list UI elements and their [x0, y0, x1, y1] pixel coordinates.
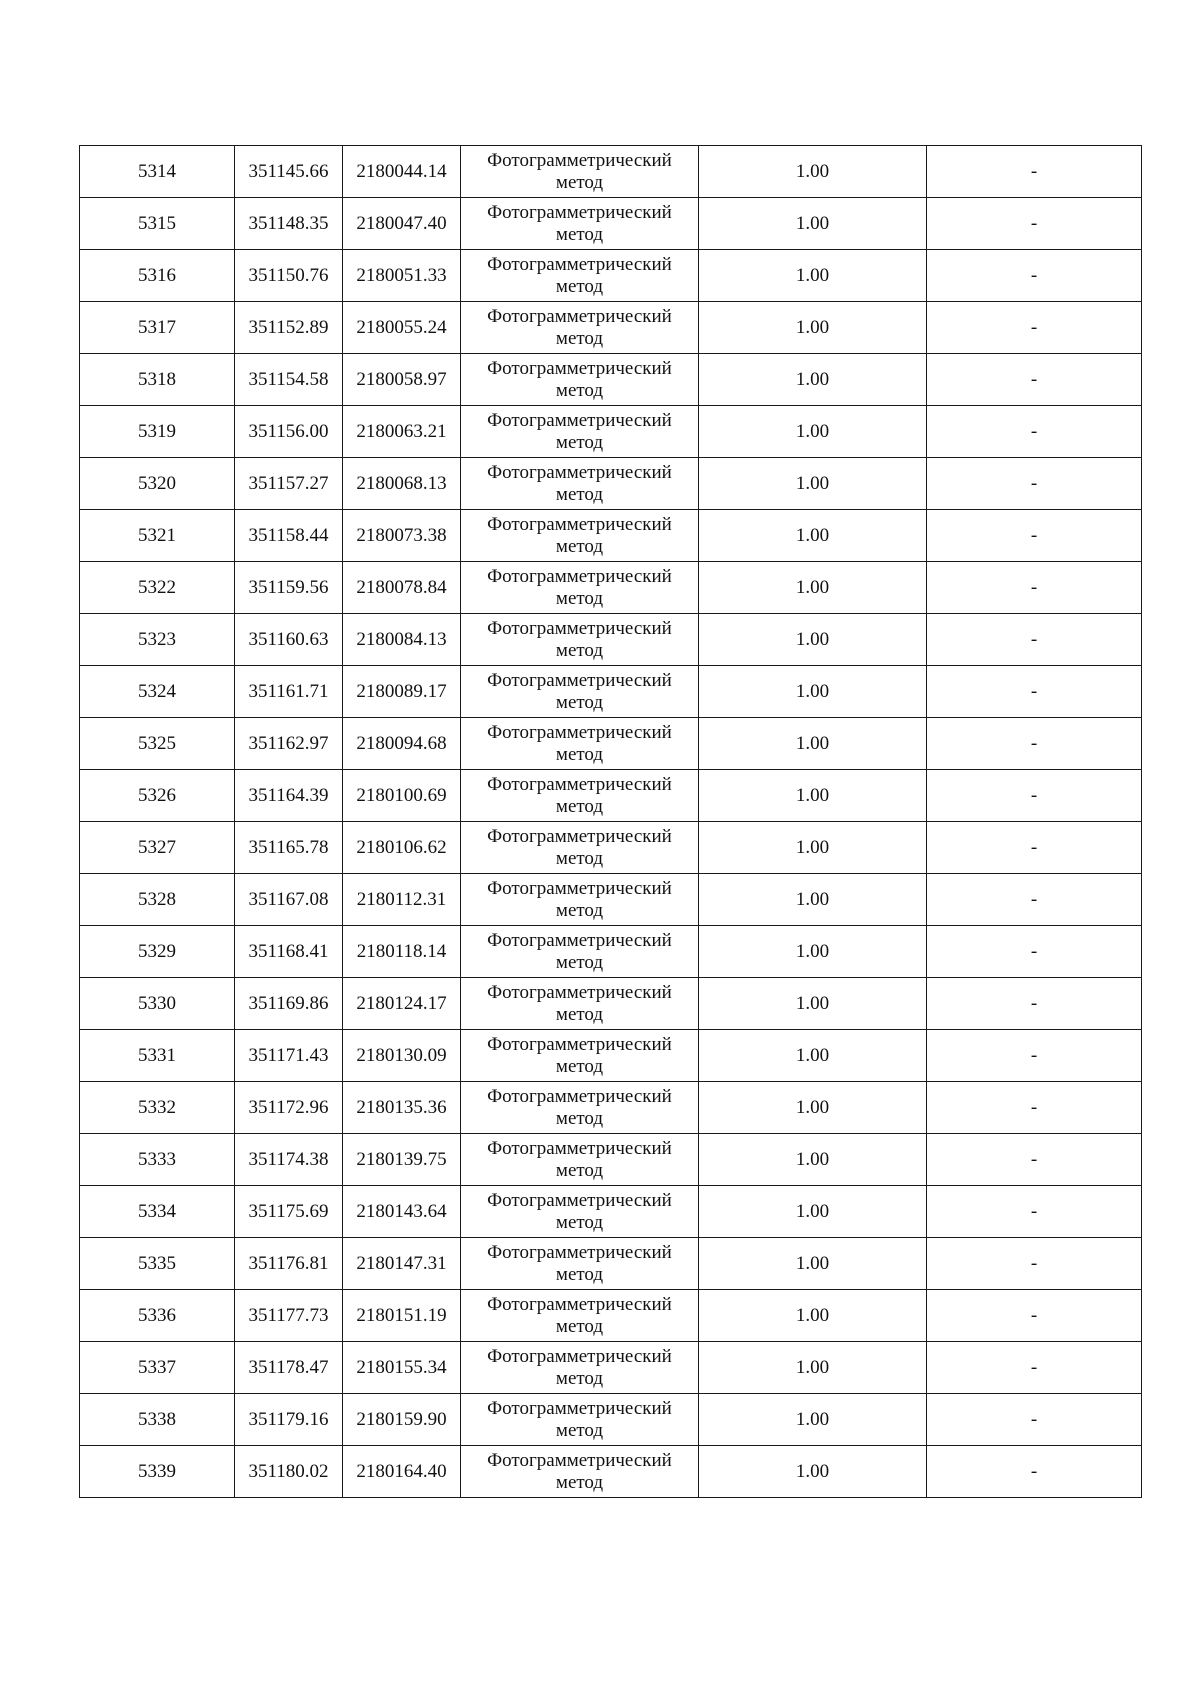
point-number-cell: 5321 [80, 510, 235, 562]
method-line-2: метод [555, 1367, 604, 1389]
point-number-cell: 5324 [80, 666, 235, 718]
note-cell: - [927, 198, 1142, 250]
method-line-1: Фотограмметрический [487, 253, 672, 275]
method-cell [461, 1186, 699, 1238]
x-coordinate-cell: 351145.66 [235, 146, 343, 198]
method-cell [461, 562, 699, 614]
point-number-cell: 5330 [80, 978, 235, 1030]
accuracy-cell: 1.00 [699, 1082, 927, 1134]
accuracy-cell: 1.00 [699, 1186, 927, 1238]
method-cell [461, 718, 699, 770]
method-line-1: Фотограмметрический [487, 1189, 672, 1211]
method-line-1: Фотограмметрический [487, 929, 672, 951]
y-coordinate-cell: 2180051.33 [343, 250, 461, 302]
y-coordinate-cell: 2180047.40 [343, 198, 461, 250]
table-row [80, 1342, 1142, 1394]
note-cell: - [927, 250, 1142, 302]
method-cell [461, 822, 699, 874]
accuracy-cell: 1.00 [699, 718, 927, 770]
method-line-2: метод [555, 795, 604, 817]
method-line-1: Фотограмметрический [487, 513, 672, 535]
method-line-2: метод [555, 743, 604, 765]
point-number-cell: 5323 [80, 614, 235, 666]
point-number-cell: 5320 [80, 458, 235, 510]
note-cell: - [927, 978, 1142, 1030]
accuracy-cell: 1.00 [699, 1238, 927, 1290]
method-line-2: метод [555, 431, 604, 453]
y-coordinate-cell: 2180084.13 [343, 614, 461, 666]
x-coordinate-cell: 351175.69 [235, 1186, 343, 1238]
method-line-2: метод [555, 1159, 604, 1181]
method-cell [461, 874, 699, 926]
method-cell [461, 1342, 699, 1394]
table-row [80, 770, 1142, 822]
method-line-2: метод [555, 847, 604, 869]
x-coordinate-cell: 351159.56 [235, 562, 343, 614]
y-coordinate-cell: 2180135.36 [343, 1082, 461, 1134]
accuracy-cell: 1.00 [699, 822, 927, 874]
accuracy-cell: 1.00 [699, 770, 927, 822]
x-coordinate-cell: 351169.86 [235, 978, 343, 1030]
x-coordinate-cell: 351167.08 [235, 874, 343, 926]
method-cell [461, 1082, 699, 1134]
method-line-2: метод [555, 1263, 604, 1285]
note-cell: - [927, 510, 1142, 562]
note-cell: - [927, 354, 1142, 406]
y-coordinate-cell: 2180159.90 [343, 1394, 461, 1446]
x-coordinate-cell: 351150.76 [235, 250, 343, 302]
x-coordinate-cell: 351168.41 [235, 926, 343, 978]
accuracy-cell: 1.00 [699, 302, 927, 354]
table-row [80, 250, 1142, 302]
table-row [80, 1238, 1142, 1290]
y-coordinate-cell: 2180044.14 [343, 146, 461, 198]
method-line-2: метод [555, 1003, 604, 1025]
table-row [80, 666, 1142, 718]
note-cell: - [927, 874, 1142, 926]
table-row [80, 1290, 1142, 1342]
y-coordinate-cell: 2180100.69 [343, 770, 461, 822]
method-line-1: Фотограмметрический [487, 1137, 672, 1159]
method-line-2: метод [555, 1107, 604, 1129]
point-number-cell: 5332 [80, 1082, 235, 1134]
accuracy-cell: 1.00 [699, 1030, 927, 1082]
point-number-cell: 5333 [80, 1134, 235, 1186]
x-coordinate-cell: 351179.16 [235, 1394, 343, 1446]
y-coordinate-cell: 2180164.40 [343, 1446, 461, 1498]
point-number-cell: 5326 [80, 770, 235, 822]
accuracy-cell: 1.00 [699, 198, 927, 250]
x-coordinate-cell: 351172.96 [235, 1082, 343, 1134]
note-cell: - [927, 926, 1142, 978]
method-cell [461, 1394, 699, 1446]
method-cell [461, 1290, 699, 1342]
x-coordinate-cell: 351152.89 [235, 302, 343, 354]
y-coordinate-cell: 2180130.09 [343, 1030, 461, 1082]
y-coordinate-cell: 2180063.21 [343, 406, 461, 458]
method-line-1: Фотограмметрический [487, 981, 672, 1003]
table-row [80, 1394, 1142, 1446]
accuracy-cell: 1.00 [699, 614, 927, 666]
note-cell: - [927, 406, 1142, 458]
method-line-2: метод [555, 587, 604, 609]
method-line-1: Фотограмметрический [487, 305, 672, 327]
accuracy-cell: 1.00 [699, 510, 927, 562]
method-cell [461, 406, 699, 458]
method-line-1: Фотограмметрический [487, 669, 672, 691]
method-line-1: Фотограмметрический [487, 617, 672, 639]
method-line-1: Фотограмметрический [487, 721, 672, 743]
accuracy-cell: 1.00 [699, 978, 927, 1030]
point-number-cell: 5318 [80, 354, 235, 406]
table-row [80, 198, 1142, 250]
point-number-cell: 5314 [80, 146, 235, 198]
note-cell: - [927, 1238, 1142, 1290]
method-cell [461, 614, 699, 666]
method-line-2: метод [555, 379, 604, 401]
accuracy-cell: 1.00 [699, 406, 927, 458]
table-row [80, 1446, 1142, 1498]
method-line-1: Фотограмметрический [487, 201, 672, 223]
point-number-cell: 5338 [80, 1394, 235, 1446]
y-coordinate-cell: 2180073.38 [343, 510, 461, 562]
method-line-1: Фотограмметрический [487, 877, 672, 899]
method-line-1: Фотограмметрический [487, 1397, 672, 1419]
x-coordinate-cell: 351156.00 [235, 406, 343, 458]
table-row [80, 614, 1142, 666]
method-line-2: метод [555, 1315, 604, 1337]
point-number-cell: 5325 [80, 718, 235, 770]
coordinates-table [79, 145, 1142, 1498]
accuracy-cell: 1.00 [699, 458, 927, 510]
method-line-1: Фотограмметрический [487, 1241, 672, 1263]
table-row [80, 874, 1142, 926]
table-row [80, 406, 1142, 458]
method-cell [461, 354, 699, 406]
point-number-cell: 5329 [80, 926, 235, 978]
table-row [80, 718, 1142, 770]
method-cell [461, 978, 699, 1030]
note-cell: - [927, 614, 1142, 666]
method-cell [461, 1134, 699, 1186]
method-line-2: метод [555, 1055, 604, 1077]
note-cell: - [927, 666, 1142, 718]
method-cell [461, 146, 699, 198]
y-coordinate-cell: 2180078.84 [343, 562, 461, 614]
accuracy-cell: 1.00 [699, 1342, 927, 1394]
y-coordinate-cell: 2180124.17 [343, 978, 461, 1030]
note-cell: - [927, 1342, 1142, 1394]
point-number-cell: 5327 [80, 822, 235, 874]
method-line-1: Фотограмметрический [487, 773, 672, 795]
table-row [80, 302, 1142, 354]
method-cell [461, 198, 699, 250]
method-line-1: Фотограмметрический [487, 149, 672, 171]
method-line-1: Фотограмметрический [487, 461, 672, 483]
table-row [80, 146, 1142, 198]
note-cell: - [927, 1082, 1142, 1134]
method-line-1: Фотограмметрический [487, 1293, 672, 1315]
coordinates-table-body [80, 146, 1142, 1498]
method-line-1: Фотограмметрический [487, 825, 672, 847]
x-coordinate-cell: 351162.97 [235, 718, 343, 770]
method-line-2: метод [555, 639, 604, 661]
x-coordinate-cell: 351161.71 [235, 666, 343, 718]
accuracy-cell: 1.00 [699, 1446, 927, 1498]
accuracy-cell: 1.00 [699, 562, 927, 614]
note-cell: - [927, 458, 1142, 510]
point-number-cell: 5317 [80, 302, 235, 354]
x-coordinate-cell: 351160.63 [235, 614, 343, 666]
method-line-2: метод [555, 951, 604, 973]
y-coordinate-cell: 2180118.14 [343, 926, 461, 978]
method-line-1: Фотограмметрический [487, 1345, 672, 1367]
table-row [80, 1186, 1142, 1238]
method-cell [461, 250, 699, 302]
table-row [80, 1134, 1142, 1186]
method-line-2: метод [555, 535, 604, 557]
table-row [80, 458, 1142, 510]
point-number-cell: 5339 [80, 1446, 235, 1498]
y-coordinate-cell: 2180089.17 [343, 666, 461, 718]
accuracy-cell: 1.00 [699, 1394, 927, 1446]
x-coordinate-cell: 351157.27 [235, 458, 343, 510]
method-line-2: метод [555, 171, 604, 193]
y-coordinate-cell: 2180055.24 [343, 302, 461, 354]
y-coordinate-cell: 2180094.68 [343, 718, 461, 770]
method-line-2: метод [555, 1419, 604, 1441]
accuracy-cell: 1.00 [699, 354, 927, 406]
y-coordinate-cell: 2180068.13 [343, 458, 461, 510]
point-number-cell: 5315 [80, 198, 235, 250]
note-cell: - [927, 822, 1142, 874]
x-coordinate-cell: 351171.43 [235, 1030, 343, 1082]
x-coordinate-cell: 351176.81 [235, 1238, 343, 1290]
method-cell [461, 1030, 699, 1082]
table-row [80, 1030, 1142, 1082]
method-cell [461, 302, 699, 354]
y-coordinate-cell: 2180155.34 [343, 1342, 461, 1394]
method-cell [461, 1446, 699, 1498]
accuracy-cell: 1.00 [699, 874, 927, 926]
method-cell [461, 770, 699, 822]
method-line-1: Фотограмметрический [487, 1085, 672, 1107]
table-row [80, 978, 1142, 1030]
method-line-1: Фотограмметрический [487, 409, 672, 431]
note-cell: - [927, 1134, 1142, 1186]
y-coordinate-cell: 2180112.31 [343, 874, 461, 926]
method-line-2: метод [555, 899, 604, 921]
note-cell: - [927, 1446, 1142, 1498]
accuracy-cell: 1.00 [699, 250, 927, 302]
point-number-cell: 5337 [80, 1342, 235, 1394]
table-row [80, 562, 1142, 614]
note-cell: - [927, 770, 1142, 822]
note-cell: - [927, 302, 1142, 354]
table-row [80, 354, 1142, 406]
accuracy-cell: 1.00 [699, 1290, 927, 1342]
note-cell: - [927, 1186, 1142, 1238]
table-row [80, 926, 1142, 978]
accuracy-cell: 1.00 [699, 926, 927, 978]
note-cell: - [927, 1030, 1142, 1082]
note-cell: - [927, 718, 1142, 770]
method-line-1: Фотограмметрический [487, 357, 672, 379]
method-cell [461, 510, 699, 562]
point-number-cell: 5316 [80, 250, 235, 302]
method-line-2: метод [555, 483, 604, 505]
x-coordinate-cell: 351178.47 [235, 1342, 343, 1394]
x-coordinate-cell: 351177.73 [235, 1290, 343, 1342]
method-line-2: метод [555, 691, 604, 713]
x-coordinate-cell: 351164.39 [235, 770, 343, 822]
point-number-cell: 5331 [80, 1030, 235, 1082]
table-row [80, 510, 1142, 562]
y-coordinate-cell: 2180147.31 [343, 1238, 461, 1290]
method-line-2: метод [555, 275, 604, 297]
method-line-2: метод [555, 327, 604, 349]
y-coordinate-cell: 2180139.75 [343, 1134, 461, 1186]
method-line-2: метод [555, 1471, 604, 1493]
note-cell: - [927, 1290, 1142, 1342]
note-cell: - [927, 562, 1142, 614]
point-number-cell: 5328 [80, 874, 235, 926]
method-cell [461, 1238, 699, 1290]
y-coordinate-cell: 2180151.19 [343, 1290, 461, 1342]
accuracy-cell: 1.00 [699, 666, 927, 718]
x-coordinate-cell: 351174.38 [235, 1134, 343, 1186]
y-coordinate-cell: 2180058.97 [343, 354, 461, 406]
x-coordinate-cell: 351165.78 [235, 822, 343, 874]
method-cell [461, 458, 699, 510]
point-number-cell: 5319 [80, 406, 235, 458]
y-coordinate-cell: 2180106.62 [343, 822, 461, 874]
accuracy-cell: 1.00 [699, 1134, 927, 1186]
method-line-2: метод [555, 1211, 604, 1233]
point-number-cell: 5334 [80, 1186, 235, 1238]
note-cell: - [927, 1394, 1142, 1446]
method-line-1: Фотограмметрический [487, 1449, 672, 1471]
method-line-1: Фотограмметрический [487, 1033, 672, 1055]
method-cell [461, 926, 699, 978]
x-coordinate-cell: 351148.35 [235, 198, 343, 250]
point-number-cell: 5335 [80, 1238, 235, 1290]
x-coordinate-cell: 351154.58 [235, 354, 343, 406]
method-line-2: метод [555, 223, 604, 245]
point-number-cell: 5336 [80, 1290, 235, 1342]
method-line-1: Фотограмметрический [487, 565, 672, 587]
x-coordinate-cell: 351180.02 [235, 1446, 343, 1498]
point-number-cell: 5322 [80, 562, 235, 614]
table-row [80, 822, 1142, 874]
y-coordinate-cell: 2180143.64 [343, 1186, 461, 1238]
note-cell: - [927, 146, 1142, 198]
accuracy-cell: 1.00 [699, 146, 927, 198]
x-coordinate-cell: 351158.44 [235, 510, 343, 562]
method-cell [461, 666, 699, 718]
table-row [80, 1082, 1142, 1134]
